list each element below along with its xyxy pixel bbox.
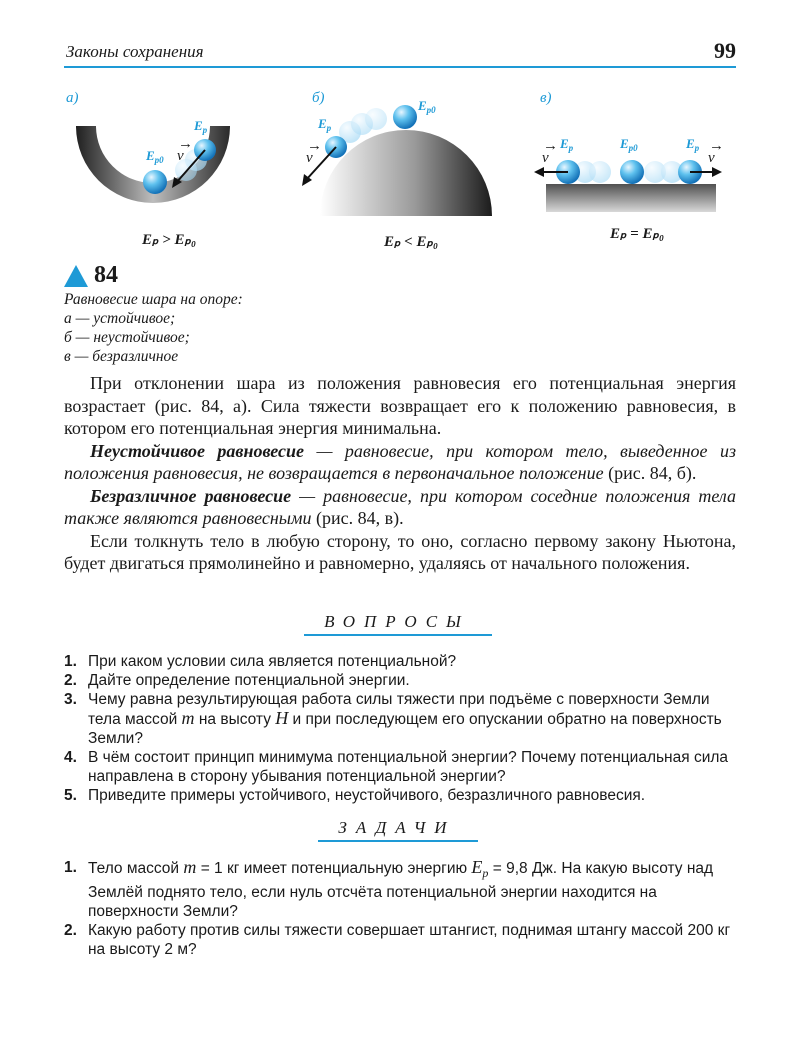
panel-a-label: а) [66, 90, 79, 106]
svg-text:Ep: $E_p$ [318, 116, 332, 133]
question-item: 4. В чём состоит принцип минимума потенциальной энергии? Почему потенциальная сила направлена в сторону убывания потенциальной энергии? [64, 749, 729, 785]
svg-text:Ep: $E_p$ [560, 136, 574, 153]
question-item: 3. Чему равна результирующая работа силы тяжести при подъёме с поверхности Земли тела массой m на высоту H и при последующем его опускании обратно на поверхность Земли? [64, 691, 722, 747]
svg-text:→: → [709, 138, 724, 154]
panel-b [302, 90, 492, 250]
flat-surface [546, 184, 716, 212]
paragraph: Безразличное равновесие — равновесие, при котором соседние положения тела также являются равновесными (рис. 84, в). [64, 485, 737, 528]
paragraph: Неустойчивое равновесие — равновесие, при котором тело, выведенное из положения равновесия, не возвращается в первоначальное положение (рис. 84, б). [64, 440, 736, 483]
problem-item: 2. Какую работу против силы тяжести совершает штангист, поднимая штангу массой 200 кг на высоту 2 м? [64, 922, 731, 959]
questions-rule [304, 634, 492, 636]
svg-text:Ep: $E_p$ [686, 136, 700, 153]
problems-rule [318, 840, 478, 842]
problem-item: 1. Тело массой m = 1 кг имеет потенциальную энергию $E_p = 9,8$ Дж. На какую высоту над Землёй поднято тело, если нуль отсчёта потенциальной энергии находится на поверхности Земли? [64, 857, 714, 921]
header-rule [64, 66, 736, 68]
running-header: Законы сохранения [66, 42, 204, 61]
svg-text:v: v [306, 150, 313, 166]
problems-list [64, 858, 740, 959]
question-item: 1. При каком условии сила является потенциальной? [64, 653, 457, 670]
ball-center [620, 160, 644, 184]
svg-text:→: → [543, 138, 558, 154]
svg-text:Ep: $E_p$ [194, 118, 208, 135]
relation-c: Eₚ = Eₚ₀ [610, 226, 665, 242]
ball-equilibrium [143, 170, 167, 194]
svg-text:Ep0: $E_{p0}$ [146, 148, 164, 165]
problems-heading: ЗАДАЧИ [338, 818, 456, 837]
svg-text:Ep0: $E_{p0}$ [418, 98, 436, 115]
svg-text:→: → [307, 138, 322, 154]
svg-text:v: v [708, 150, 715, 166]
svg-text:v: v [177, 148, 184, 164]
relation-a: Eₚ > Eₚ₀ [142, 232, 197, 248]
question-item: 5. Приведите примеры устойчивого, неустойчивого, безразличного равновесия. [64, 787, 646, 804]
questions-list [64, 652, 740, 805]
figure-84 [0, 80, 794, 260]
figure-number: 84 [64, 262, 118, 289]
panel-c [534, 90, 724, 242]
ball-top [393, 105, 417, 129]
relation-b: Eₚ < Eₚ₀ [384, 234, 439, 250]
paragraph: При отклонении шара из положения равновесия его потенциальная энергия возрастает (рис. 84, а). Сила тяжести возвращает его к положению равновесия, в котором его потенциальная энергия минимальна. [64, 373, 736, 438]
svg-text:v: v [542, 150, 549, 166]
questions-heading: ВОПРОСЫ [324, 612, 470, 631]
svg-text:→: → [178, 136, 193, 152]
panel-a [66, 90, 230, 248]
figure-caption: Равновесие шара на опоре: а — устойчивое; б — неустойчивое; в — безразличное [64, 291, 243, 365]
triangle-icon [64, 265, 88, 287]
page-number: 99 [714, 38, 736, 63]
paragraph: Если толкнуть тело в любую сторону, то оно, согласно первому закону Ньютона, будет двигаться прямолинейно и равномерно, удаляясь от начального положения. [64, 530, 736, 573]
svg-text:Ep0: $E_{p0}$ [620, 136, 638, 153]
body-text [64, 372, 736, 575]
panel-b-label: б) [312, 90, 325, 106]
question-item: 2. Дайте определение потенциальной энергии. [64, 672, 410, 689]
panel-c-label: в) [540, 90, 552, 106]
